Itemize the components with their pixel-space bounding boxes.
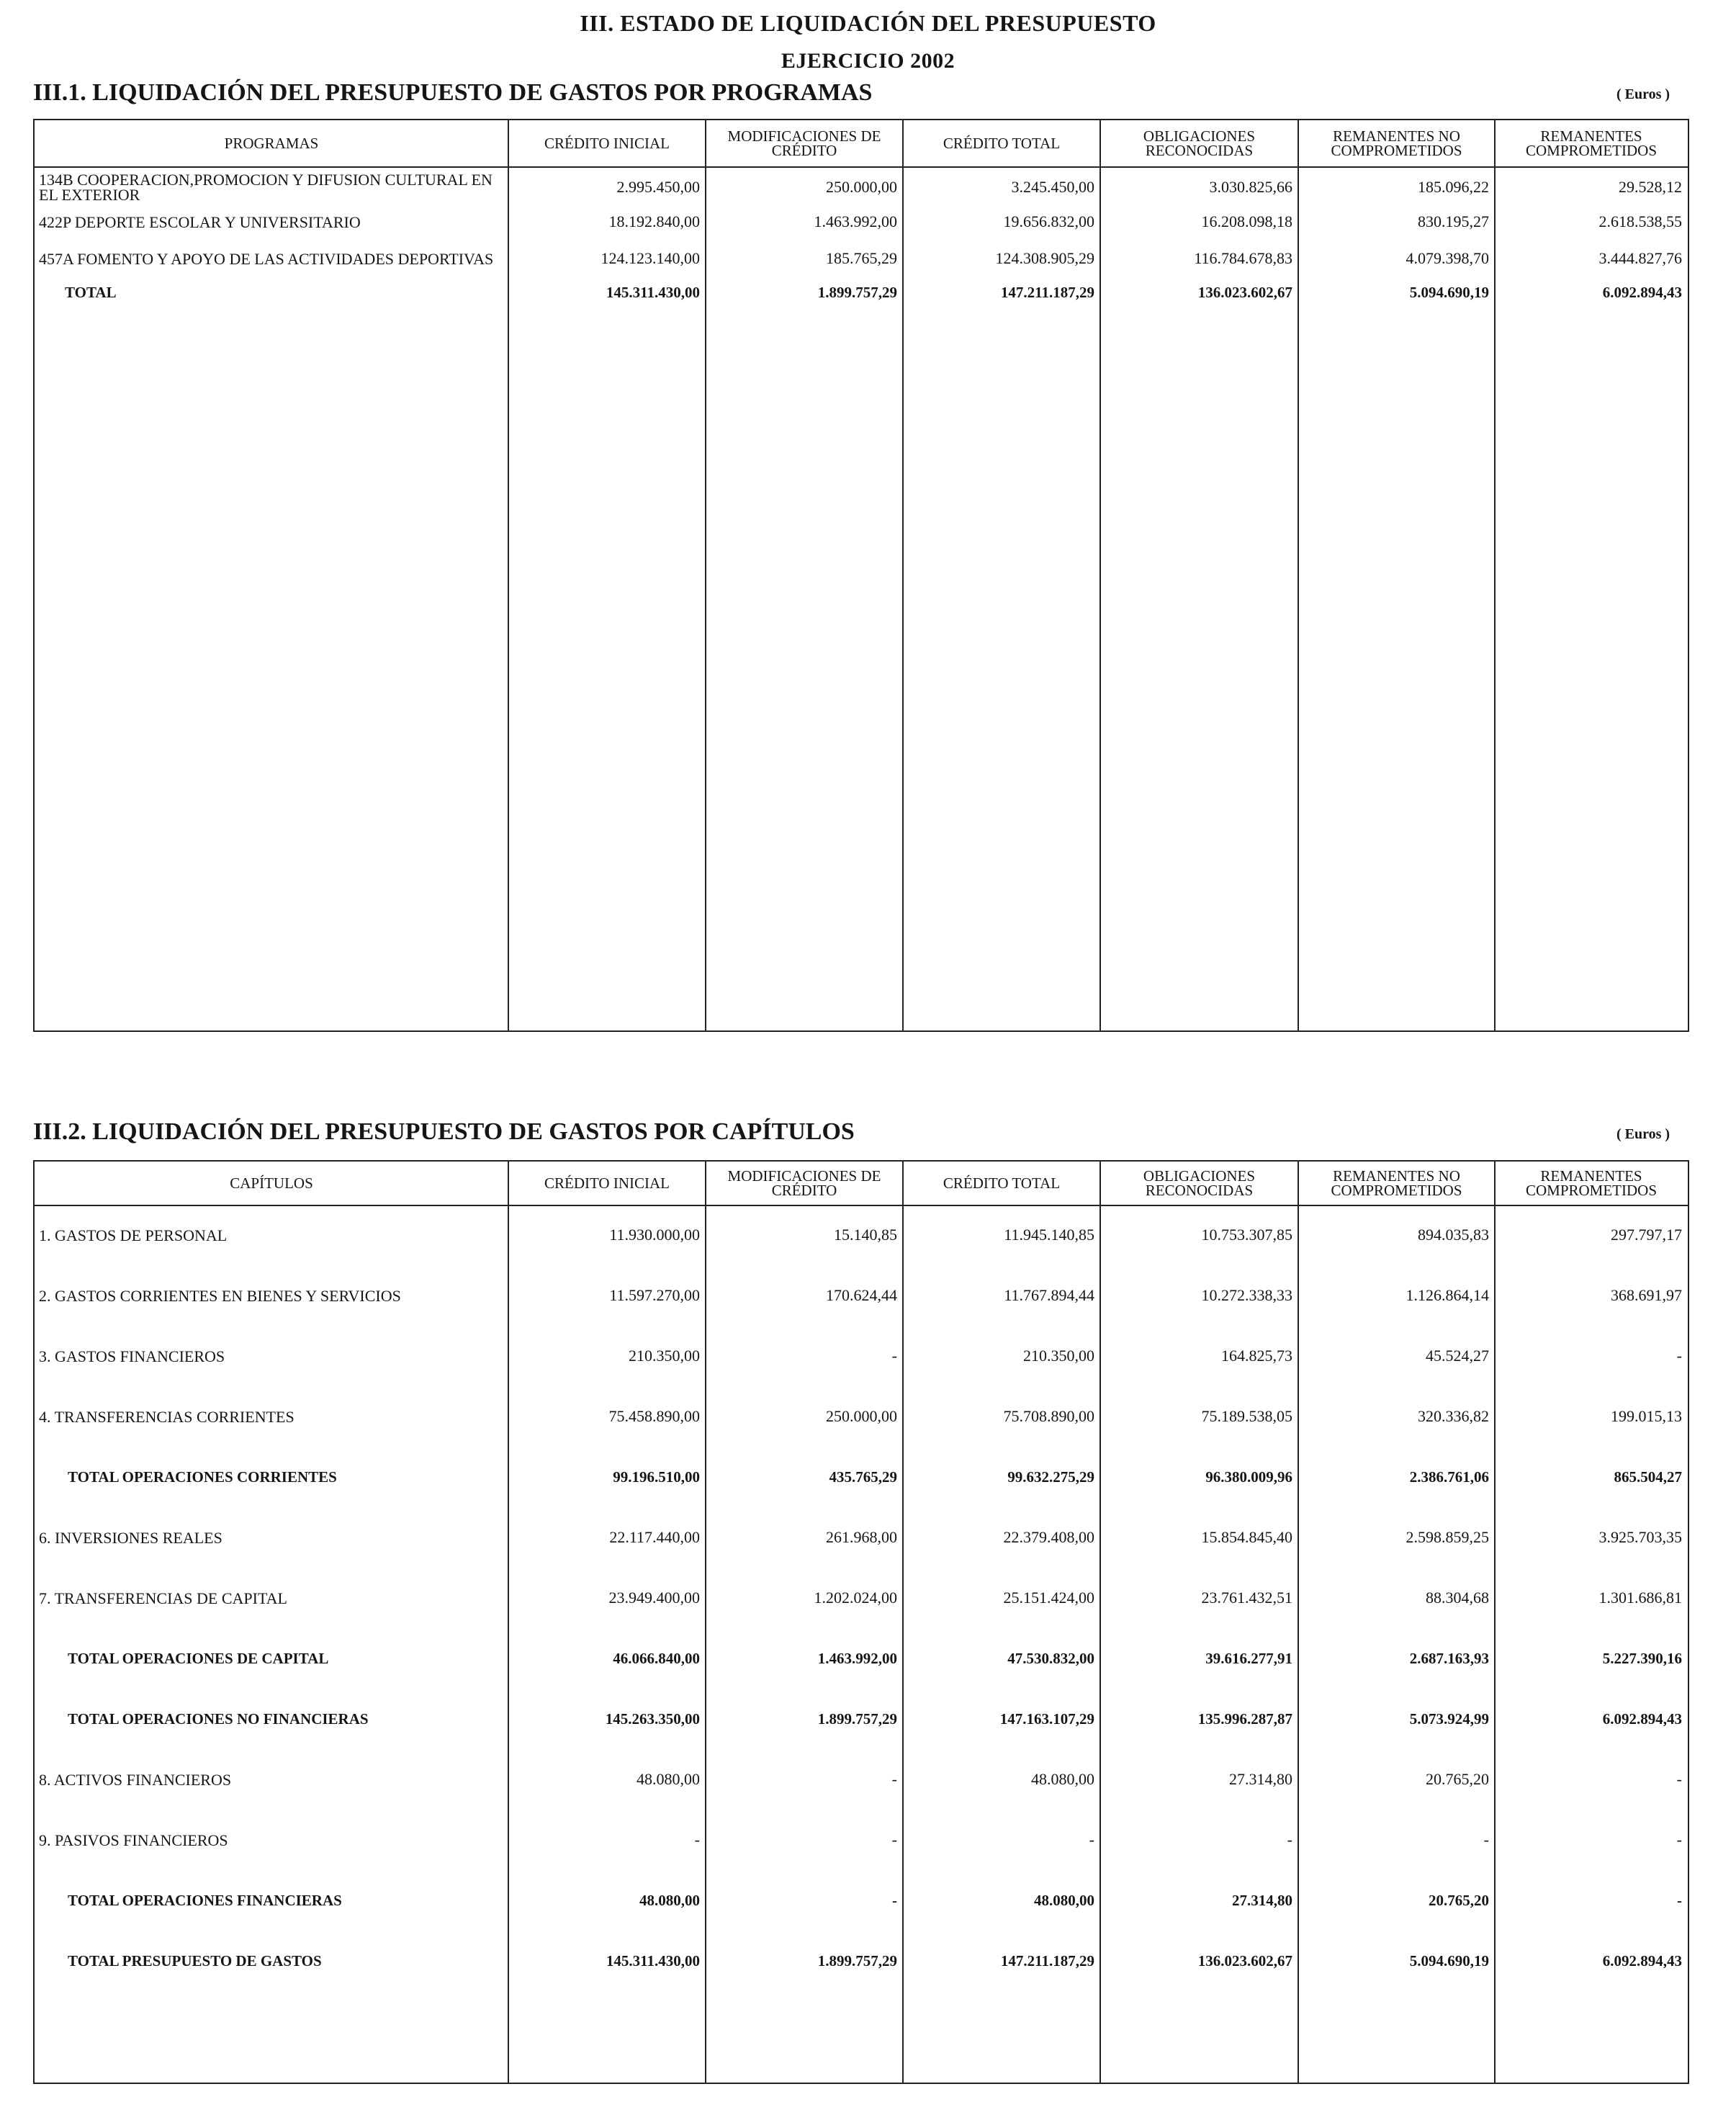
- column-header: [706, 1162, 903, 1205]
- value-cell: 135.996.287,87: [1197, 1710, 1292, 1728]
- value-cell: 20.765,20: [1426, 1770, 1489, 1788]
- value-cell: 199.015,13: [1611, 1407, 1682, 1425]
- value-cell: 2.598.859,25: [1406, 1528, 1489, 1546]
- value-cell: 96.380.009,96: [1205, 1468, 1292, 1486]
- row-label: 457A FOMENTO Y APOYO DE LAS ACTIVIDADES DEPORTIVAS: [39, 249, 494, 268]
- column-header-text: COMPROMETIDOS: [1525, 142, 1658, 159]
- value-cell: 22.379.408,00: [1003, 1528, 1094, 1546]
- value-cell: 10.272.338,33: [1201, 1286, 1292, 1304]
- value-cell: 75.458.890,00: [608, 1407, 700, 1425]
- value-cell: 145.311.430,00: [606, 283, 700, 301]
- column-header: [35, 1162, 508, 1205]
- value-cell: 99.632.275,29: [1007, 1468, 1094, 1486]
- value-cell: 147.163.107,29: [999, 1710, 1094, 1728]
- section2-title: III.2. LIQUIDACIÓN DEL PRESUPUESTO DE GASTOS POR CAPÍTULOS: [33, 1118, 855, 1145]
- column-header-text: OBLIGACIONES: [1143, 127, 1256, 145]
- value-cell: 5.094.690,19: [1409, 283, 1489, 301]
- value-cell: 88.304,68: [1426, 1589, 1489, 1607]
- column-header: [903, 120, 1100, 166]
- chapter-row: [35, 1340, 1688, 1372]
- value-cell: 170.624,44: [826, 1286, 897, 1304]
- chapter-row: [35, 1401, 1688, 1432]
- program-row: [35, 168, 1688, 207]
- value-cell: 894.035,83: [1418, 1226, 1489, 1244]
- value-cell: 18.192.840,00: [608, 212, 700, 230]
- value-cell: 250.000,00: [826, 178, 897, 196]
- row-label: 6. INVERSIONES REALES: [39, 1528, 222, 1547]
- column-header-text: MODIFICACIONES DE: [727, 127, 881, 145]
- value-cell: 297.797,17: [1611, 1226, 1682, 1244]
- value-cell: 3.030.825,66: [1209, 178, 1292, 196]
- program-row: [35, 238, 1688, 279]
- column-header-text: RECONOCIDAS: [1145, 142, 1254, 159]
- value-cell: 1.301.686,81: [1598, 1589, 1682, 1607]
- value-cell: -: [1676, 1347, 1682, 1365]
- row-label: 1. GASTOS DE PERSONAL: [39, 1226, 228, 1244]
- value-cell: -: [891, 1831, 897, 1849]
- chapter-total-row: [35, 1461, 1688, 1493]
- value-cell: 3.925.703,35: [1598, 1528, 1682, 1546]
- value-cell: -: [891, 1770, 897, 1788]
- page-title: III. ESTADO DE LIQUIDACIÓN DEL PRESUPUESTO: [580, 10, 1156, 36]
- value-cell: 25.151.424,00: [1003, 1589, 1094, 1607]
- value-cell: 11.945.140,85: [1004, 1226, 1094, 1244]
- chapter-row: [35, 1522, 1688, 1553]
- column-header-text: OBLIGACIONES: [1143, 1167, 1256, 1185]
- row-label: 2. GASTOS CORRIENTES EN BIENES Y SERVICIOS: [39, 1286, 401, 1305]
- value-cell: -: [1676, 1831, 1682, 1849]
- value-cell: 145.263.350,00: [605, 1710, 700, 1728]
- column-header-text: COMPROMETIDOS: [1331, 142, 1462, 159]
- column-header: [1298, 1162, 1495, 1205]
- row-label: TOTAL OPERACIONES CORRIENTES: [68, 1468, 337, 1486]
- column-header-text: PROGRAMAS: [224, 135, 319, 152]
- value-cell: 145.311.430,00: [606, 1951, 700, 1969]
- value-cell: 22.117.440,00: [609, 1528, 700, 1546]
- value-cell: 147.211.187,29: [1000, 1951, 1094, 1969]
- value-cell: -: [1677, 1891, 1682, 1909]
- row-label: 7. TRANSFERENCIAS DE CAPITAL: [39, 1589, 287, 1607]
- value-cell: 23.949.400,00: [608, 1589, 700, 1607]
- value-cell: 210.350,00: [629, 1347, 700, 1365]
- chapter-row: [35, 1280, 1688, 1311]
- value-cell: 136.023.602,67: [1197, 283, 1292, 301]
- chapter-total-row: [35, 1945, 1688, 1977]
- column-header: [1298, 120, 1495, 166]
- section1-title: III.1. LIQUIDACIÓN DEL PRESUPUESTO DE GASTOS POR PROGRAMAS: [33, 79, 873, 106]
- column-header: [508, 120, 706, 166]
- column-header-text: RECONOCIDAS: [1145, 1182, 1254, 1199]
- column-header: [706, 120, 903, 166]
- row-label: TOTAL OPERACIONES FINANCIERAS: [68, 1891, 342, 1909]
- value-cell: 865.504,27: [1614, 1468, 1682, 1486]
- value-cell: 75.708.890,00: [1003, 1407, 1094, 1425]
- column-header-text: CRÉDITO TOTAL: [943, 1174, 1061, 1192]
- row-label: TOTAL OPERACIONES NO FINANCIERAS: [68, 1710, 369, 1728]
- value-cell: 210.350,00: [1023, 1347, 1094, 1365]
- chapter-row: [35, 1219, 1688, 1251]
- row-label: 4. TRANSFERENCIAS CORRIENTES: [39, 1407, 294, 1426]
- value-cell: 5.073.924,99: [1409, 1710, 1489, 1728]
- value-cell: 2.386.761,06: [1409, 1468, 1489, 1486]
- program-row: [35, 207, 1688, 237]
- value-cell: 185.096,22: [1418, 178, 1489, 196]
- row-label: 134B COOPERACION,PROMOCION Y DIFUSION CULTURAL EN EL EXTERIOR: [39, 171, 493, 204]
- value-cell: 11.767.894,44: [1004, 1286, 1094, 1304]
- value-cell: 368.691,97: [1611, 1286, 1682, 1304]
- column-header-text: REMANENTES: [1540, 127, 1642, 145]
- column-header-text: REMANENTES NO: [1333, 127, 1460, 145]
- chapter-row: [35, 1582, 1688, 1614]
- value-cell: 164.825,73: [1221, 1347, 1292, 1365]
- value-cell: -: [694, 1831, 700, 1849]
- chapter-total-row: [35, 1643, 1688, 1674]
- value-cell: 29.528,12: [1619, 178, 1682, 196]
- column-header-text: COMPROMETIDOS: [1525, 1182, 1658, 1199]
- column-header-text: CRÉDITO: [771, 142, 837, 159]
- value-cell: 27.314,80: [1232, 1891, 1292, 1909]
- row-label: 9. PASIVOS FINANCIEROS: [39, 1831, 228, 1849]
- value-cell: 185.765,29: [826, 249, 897, 267]
- value-cell: 48.080,00: [1031, 1770, 1094, 1788]
- value-cell: 15.140,85: [834, 1226, 897, 1244]
- value-cell: 99.196.510,00: [613, 1468, 700, 1486]
- value-cell: 435.765,29: [829, 1468, 897, 1486]
- column-header-text: REMANENTES: [1540, 1167, 1642, 1185]
- value-cell: 147.211.187,29: [1000, 283, 1094, 301]
- value-cell: 4.079.398,70: [1406, 249, 1489, 267]
- value-cell: -: [1287, 1831, 1292, 1849]
- column-header-text: CRÉDITO TOTAL: [943, 135, 1061, 152]
- programs-table: [33, 119, 1689, 1032]
- column-header-text: CRÉDITO: [771, 1182, 837, 1199]
- value-cell: 10.753.307,85: [1201, 1226, 1292, 1244]
- column-header-text: CRÉDITO INICIAL: [544, 135, 670, 152]
- row-label: 3. GASTOS FINANCIEROS: [39, 1347, 225, 1365]
- value-cell: 2.995.450,00: [616, 178, 700, 196]
- value-cell: 46.066.840,00: [613, 1649, 700, 1667]
- row-label: TOTAL OPERACIONES DE CAPITAL: [68, 1649, 329, 1667]
- value-cell: 5.094.690,19: [1409, 1951, 1489, 1969]
- value-cell: 48.080,00: [1034, 1891, 1094, 1909]
- value-cell: 3.245.450,00: [1011, 178, 1094, 196]
- row-label: TOTAL: [65, 283, 117, 301]
- value-cell: 250.000,00: [826, 1407, 897, 1425]
- value-cell: 39.616.277,91: [1205, 1649, 1292, 1667]
- program-total-row: [35, 280, 1688, 305]
- value-cell: 19.656.832,00: [1003, 212, 1094, 230]
- value-cell: 6.092.894,43: [1602, 283, 1682, 301]
- value-cell: 1.463.992,00: [814, 212, 897, 230]
- value-cell: 5.227.390,16: [1602, 1649, 1682, 1667]
- value-cell: 2.618.538,55: [1598, 212, 1682, 230]
- value-cell: -: [1089, 1831, 1094, 1849]
- value-cell: -: [1676, 1770, 1682, 1788]
- column-header: [1100, 1162, 1298, 1205]
- value-cell: 23.761.432,51: [1201, 1589, 1292, 1607]
- value-cell: 1.899.757,29: [817, 283, 897, 301]
- value-cell: 1.899.757,29: [817, 1710, 897, 1728]
- page-subtitle: EJERCICIO 2002: [781, 49, 955, 73]
- value-cell: 11.930.000,00: [609, 1226, 700, 1244]
- column-header-text: CRÉDITO INICIAL: [544, 1174, 670, 1192]
- value-cell: 6.092.894,43: [1602, 1710, 1682, 1728]
- column-header: [1100, 120, 1298, 166]
- value-cell: -: [1483, 1831, 1489, 1849]
- value-cell: 124.308.905,29: [995, 249, 1094, 267]
- value-cell: 16.208.098,18: [1201, 212, 1292, 230]
- value-cell: 27.314,80: [1229, 1770, 1292, 1788]
- column-header: [1495, 120, 1688, 166]
- column-header: [35, 120, 508, 166]
- value-cell: 830.195,27: [1418, 212, 1489, 230]
- row-label: TOTAL PRESUPUESTO DE GASTOS: [68, 1951, 322, 1969]
- value-cell: 1.126.864,14: [1406, 1286, 1489, 1304]
- value-cell: 20.765,20: [1429, 1891, 1489, 1909]
- value-cell: 116.784.678,83: [1194, 249, 1292, 267]
- chapters-table: [33, 1160, 1689, 2084]
- column-header: [903, 1162, 1100, 1205]
- value-cell: 2.687.163,93: [1409, 1649, 1489, 1667]
- column-header-text: CAPÍTULOS: [230, 1174, 313, 1192]
- value-cell: 47.530.832,00: [1007, 1649, 1094, 1667]
- value-cell: 261.968,00: [826, 1528, 897, 1546]
- value-cell: -: [891, 1347, 897, 1365]
- value-cell: 6.092.894,43: [1602, 1951, 1682, 1969]
- value-cell: 1.202.024,00: [814, 1589, 897, 1607]
- value-cell: 75.189.538,05: [1201, 1407, 1292, 1425]
- header-divider: [35, 1205, 1688, 1206]
- row-label: 422P DEPORTE ESCOLAR Y UNIVERSITARIO: [39, 212, 361, 231]
- section1-units: ( Euros ): [1616, 86, 1670, 102]
- column-header-text: MODIFICACIONES DE: [727, 1167, 881, 1185]
- column-header-text: REMANENTES NO: [1333, 1167, 1460, 1185]
- value-cell: 48.080,00: [637, 1770, 700, 1788]
- value-cell: 320.336,82: [1418, 1407, 1489, 1425]
- row-label: 8. ACTIVOS FINANCIEROS: [39, 1770, 232, 1789]
- section2-units: ( Euros ): [1616, 1126, 1670, 1142]
- value-cell: 3.444.827,76: [1598, 249, 1682, 267]
- value-cell: 11.597.270,00: [609, 1286, 700, 1304]
- column-header-text: COMPROMETIDOS: [1331, 1182, 1462, 1199]
- value-cell: 1.899.757,29: [817, 1951, 897, 1969]
- chapter-total-row: [35, 1885, 1688, 1916]
- value-cell: 48.080,00: [639, 1891, 700, 1909]
- value-cell: 136.023.602,67: [1197, 1951, 1292, 1969]
- chapter-row: [35, 1824, 1688, 1856]
- value-cell: 45.524,27: [1426, 1347, 1489, 1365]
- value-cell: 1.463.992,00: [817, 1649, 897, 1667]
- value-cell: 124.123.140,00: [601, 249, 700, 267]
- value-cell: -: [892, 1891, 897, 1909]
- chapter-row: [35, 1764, 1688, 1795]
- column-header: [1495, 1162, 1688, 1205]
- column-header: [508, 1162, 706, 1205]
- chapter-total-row: [35, 1703, 1688, 1735]
- value-cell: 15.854.845,40: [1201, 1528, 1292, 1546]
